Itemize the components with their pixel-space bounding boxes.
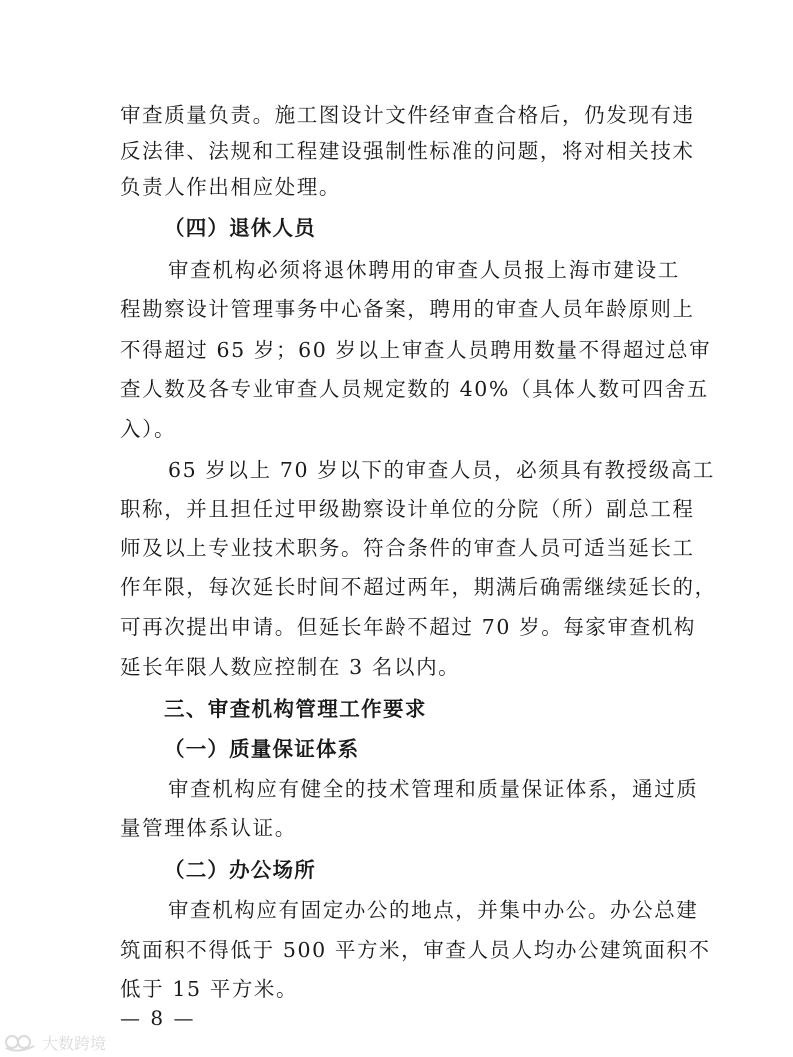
watermark-text: 大数跨境 bbox=[42, 1033, 107, 1053]
paragraph-line: 审查质量负责。施工图设计文件经审查合格后，仍发现有违 bbox=[120, 103, 695, 127]
paragraph-line: 作年限，每次延长时间不超过两年，期满后确需继续延长的， bbox=[120, 575, 717, 599]
section-heading-quality-system: （一）质量保证体系 bbox=[164, 737, 360, 761]
page-number: — 8 — bbox=[120, 1006, 196, 1030]
paragraph-line: 反法律、法规和工程建设强制性标准的问题，将对相关技术 bbox=[120, 139, 695, 163]
watermark-logo-icon bbox=[4, 1032, 38, 1052]
section-heading-office-premises: （二）办公场所 bbox=[164, 858, 316, 882]
section-heading-management-requirements: 三、审查机构管理工作要求 bbox=[164, 697, 427, 721]
paragraph-line: 职称，并且担任过甲级勘察设计单位的分院（所）副总工程 bbox=[120, 497, 695, 521]
paragraph-line: 负责人作出相应处理。 bbox=[120, 175, 341, 199]
section-heading-retired-staff: （四）退休人员 bbox=[164, 216, 316, 240]
paragraph-line: 审查机构应有健全的技术管理和质量保证体系，通过质 bbox=[168, 777, 699, 801]
paragraph-line: 筑面积不得低于 500 平方米，审查人员人均办公建筑面积不 bbox=[120, 938, 711, 962]
paragraph-line: 低于 15 平方米。 bbox=[120, 977, 299, 1001]
paragraph-line: 师及以上专业技术职务。符合条件的审查人员可适当延长工 bbox=[120, 536, 695, 560]
watermark bbox=[4, 1030, 106, 1054]
paragraph-line: 量管理体系认证。 bbox=[120, 816, 297, 840]
paragraph-line: 查人数及各专业审查人员规定数的 40%（具体人数可四舍五 bbox=[120, 377, 709, 401]
paragraph-line: 审查机构必须将退休聘用的审查人员报上海市建设工 bbox=[168, 258, 680, 282]
paragraph-line: 审查机构应有固定办公的地点，并集中办公。办公总建 bbox=[168, 898, 699, 922]
paragraph-line: 延长年限人数应控制在 3 名以内。 bbox=[120, 655, 461, 679]
paragraph-line: 程勘察设计管理事务中心备案，聘用的审查人员年龄原则上 bbox=[120, 297, 695, 321]
paragraph-line: 可再次提出申请。但延长年龄不超过 70 岁。每家审查机构 bbox=[120, 615, 696, 639]
paragraph-line: 入）。 bbox=[120, 417, 177, 441]
paragraph-line: 不得超过 65 岁；60 岁以上审查人员聘用数量不得超过总审 bbox=[120, 338, 712, 362]
paragraph-line: 65 岁以上 70 岁以下的审查人员，必须具有教授级高工 bbox=[168, 458, 716, 482]
